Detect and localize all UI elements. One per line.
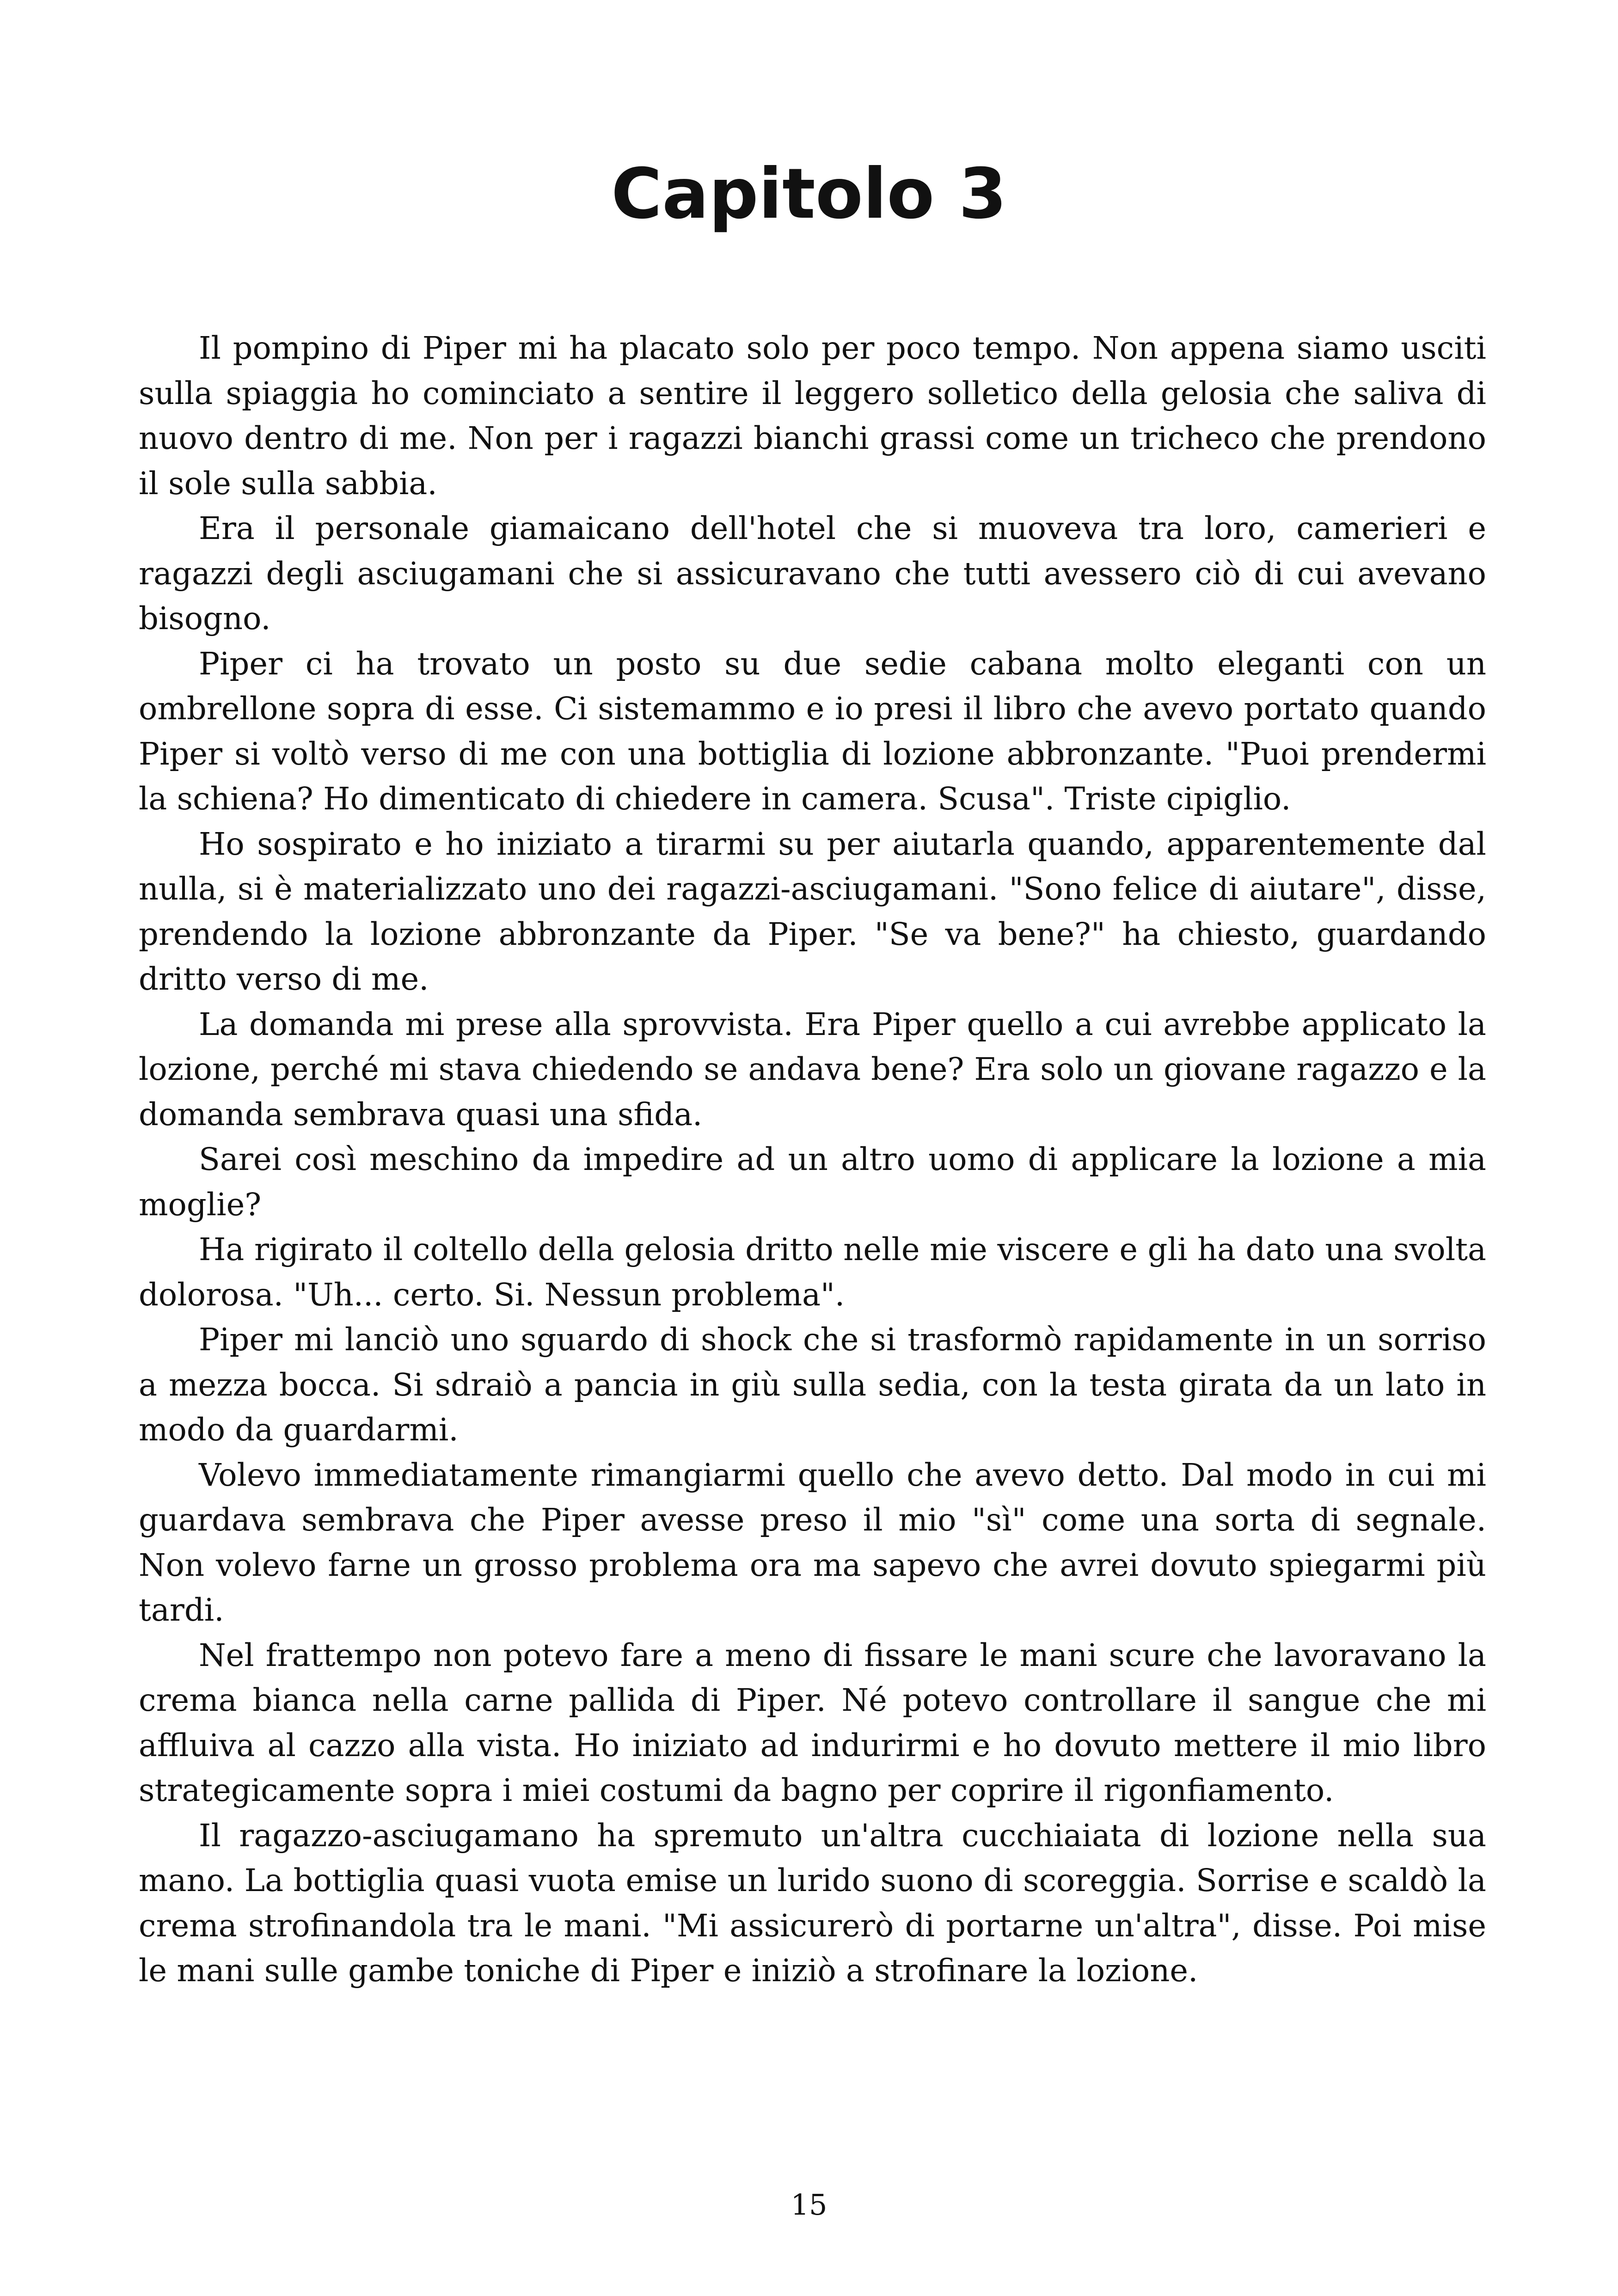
paragraph: Il ragazzo-asciugamano ha spremuto un'altra cucchiaiata di lozione nella sua mano. La bottiglia quasi vuota emise un lurido suono di scoreggia. Sorrise e scaldò la crema strofinandola tra le mani. "Mi assicurerò di portarne un'altra", disse. Poi mise le mani sulle gambe toniche di Piper e iniziò a strofinare la lozione. (139, 1817, 1486, 1989)
chapter-body (139, 326, 1486, 1994)
paragraph: Ho sospirato e ho iniziato a tirarmi su per aiutarla quando, apparentemente dal nulla, si è materializzato uno dei ragazzi-asciugamani. "Sono felice di aiutare", disse, prendendo la lozione abbronzante da Piper. "Se va bene?" ha chiesto, guardando dritto verso di me. (139, 826, 1486, 997)
paragraph: Il pompino di Piper mi ha placato solo per poco tempo. Non appena siamo usciti sulla spiaggia ho cominciato a sentire il leggero solletico della gelosia che saliva di nuovo dentro di me. Non per i ragazzi bianchi grassi come un tricheco che prendono il sole sulla sabbia. (139, 330, 1486, 502)
paragraph: Nel frattempo non potevo fare a meno di fissare le mani scure che lavoravano la crema bianca nella carne pallida di Piper. Né potevo controllare il sangue che mi affluiva al cazzo alla vista. Ho iniziato ad indurirmi e ho dovuto mettere il mio libro strategicamente sopra i miei costumi da bagno per coprire il rigonfiamento. (139, 1637, 1486, 1808)
chapter-title: Capitolo 3 (611, 154, 1007, 234)
paragraph: Ha rigirato il coltello della gelosia dritto nelle mie viscere e gli ha dato una svolta dolorosa. "Uh... certo. Si. Nessun problema". (139, 1231, 1486, 1313)
paragraph: Era il personale giamaicano dell'hotel che si muoveva tra loro, camerieri e ragazzi degli asciugamani che si assicuravano che tutti avessero ciò di cui avevano bisogno. (139, 510, 1486, 637)
paragraph: Piper mi lanciò uno sguardo di shock che si trasformò rapidamente in un sorriso a mezza bocca. Si sdraiò a pancia in giù sulla sedia, con la testa girata da un lato in modo da guardarmi. (139, 1322, 1486, 1448)
page-number: 15 (791, 2188, 827, 2222)
paragraph: Volevo immediatamente rimangiarmi quello che avevo detto. Dal modo in cui mi guardava sembrava che Piper avesse preso il mio "sì" come una sorta di segnale. Non volevo farne un grosso problema ora ma sapevo che avrei dovuto spiegarmi più tardi. (139, 1457, 1486, 1628)
paragraph: La domanda mi prese alla sprovvista. Era Piper quello a cui avrebbe applicato la lozione, perché mi stava chiedendo se andava bene? Era solo un giovane ragazzo e la domanda sembrava quasi una sfida. (139, 1006, 1486, 1133)
paragraph: Piper ci ha trovato un posto su due sedie cabana molto eleganti con un ombrellone sopra di esse. Ci sistemammo e io presi il libro che avevo portato quando Piper si voltò verso di me con una bottiglia di lozione abbronzante. "Puoi prendermi la schiena? Ho dimenticato di chiedere in camera. Scusa". Triste cipiglio. (139, 645, 1486, 817)
paragraph: Sarei così meschino da impedire ad un altro uomo di applicare la lozione a mia moglie? (139, 1141, 1486, 1223)
